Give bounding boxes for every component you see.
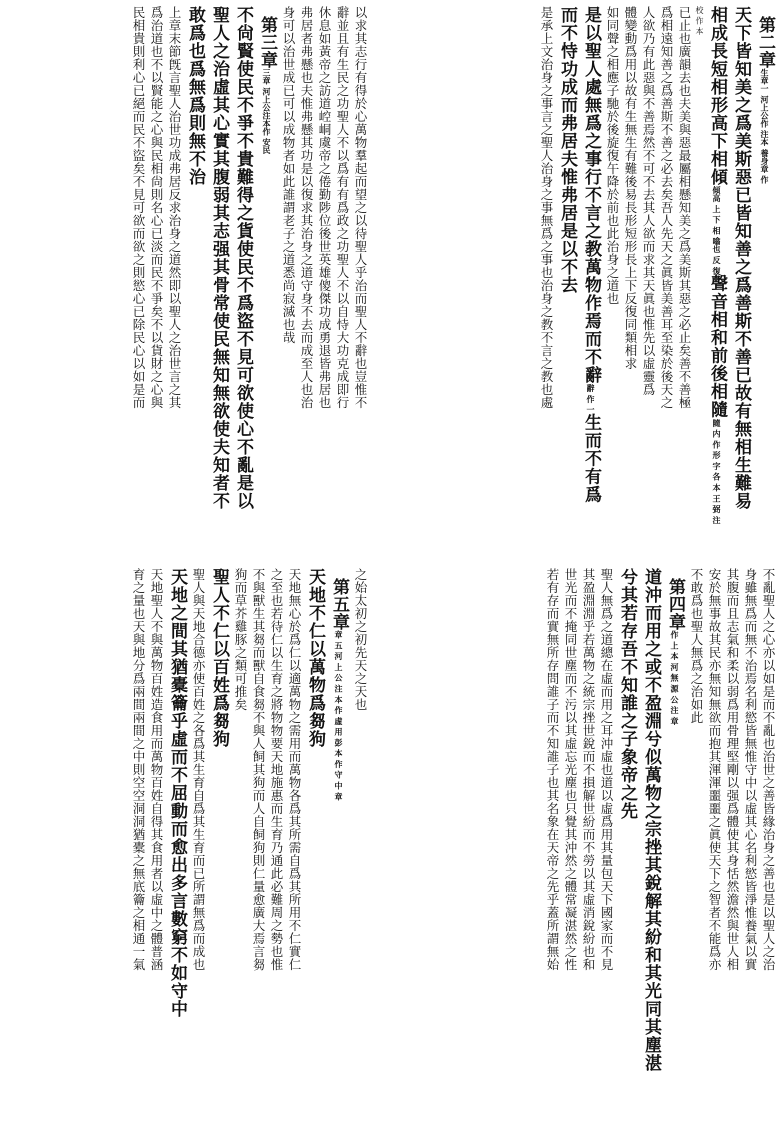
column-text-continued: 聲音相和前後相隨 [707, 274, 727, 419]
commentary-column [538, 6, 554, 562]
column-text: 天地不仁以萬物爲芻狗 [305, 568, 325, 748]
commentary-column [298, 6, 314, 562]
column-text: 育之量也天與地分爲兩間兩間之中則空空洞洞猶橐之無底籥之相通一氣 [131, 568, 146, 971]
commentary-column [658, 6, 674, 562]
chapter-heading [664, 568, 686, 1128]
commentary-column [688, 568, 704, 1118]
text-panel-bottom-left [22, 568, 368, 1118]
column-text: 而不恃功成而弗居夫惟弗居是以不去 [557, 6, 577, 294]
column-text: 人欲乃有此惡與不善焉然不可不去其人欲而求其天眞也惟先以虛靈爲 [641, 6, 656, 396]
commentary-column [352, 6, 368, 562]
annotation-note: 隨 内 作 形 字 各 本 王 弼 注 [712, 418, 722, 524]
column-text: 之至也若待仁以生育之將物物要天地施惠而生育乃通此必難周之勢也惟 [269, 568, 284, 971]
commentary-column [580, 568, 596, 1118]
scripture-column [208, 6, 230, 562]
commentary-column [706, 568, 722, 1118]
chapter-heading [754, 6, 776, 572]
commentary-column [148, 568, 164, 1118]
text-panel-bottom-right [420, 568, 776, 1118]
chapter-heading [256, 6, 278, 572]
column-text: 如同聲之相應子馳於後旋復午降於前也此治身之道也 [605, 6, 620, 305]
column-text: 若有存而實無所存問誰子而不知誰子也其名象在天帝之先乎蓋所謂無始 [545, 568, 560, 971]
column-text: 道沖而用之或不盈淵兮似萬物之宗挫其銳解其紛和其光同其塵湛 [641, 568, 661, 1072]
commentary-column [148, 6, 164, 562]
column-text: 之始太初之初先天之天也 [353, 568, 368, 711]
column-text: 校 作 本 [695, 6, 704, 36]
column-text: 安於無事故其民亦無知無欲而抱其渾渾噩噩之眞使天下之智者不能爲亦 [707, 568, 722, 971]
column-text: 是承上文治身之事言之聖人治身之事無爲之事也治身之教不言之教也處 [539, 6, 554, 409]
column-text: 不亂聖人之心亦以如是而不亂也治世之善皆緣治身之善也是以聖人之治 [761, 568, 776, 971]
chapter-heading [328, 568, 350, 1128]
scripture-column [184, 6, 206, 562]
column-text: 不尙賢使民不爭不貴難得之貨使民不爲盜不見可欲使心不亂是以 [233, 6, 253, 510]
commentary-column [250, 568, 266, 1118]
commentary-column [268, 568, 284, 1118]
column-text: 弗居者弗懸也夫惟弗懸其功是以復求其治身之道守身不去而成至人也治 [299, 6, 314, 409]
commentary-column [316, 6, 332, 562]
column-text: 天地無心於爲仁以適萬物之需用而萬物各爲其所需自爲其所用不仁實仁 [287, 568, 302, 971]
column-text: 身雖無爲而無不治焉名利慾皆無惟守中以虛其心名利慾皆淨惟養氣以實 [743, 568, 758, 971]
commentary-column [640, 6, 656, 562]
scripture-column [166, 568, 188, 1118]
commentary-column [166, 6, 182, 562]
column-text: 聖人不仁以百姓爲芻狗 [209, 568, 229, 748]
column-text: 聖人無爲之道總在虛而用之耳沖虛也道以虛爲用其量包天下國家而不見 [599, 568, 614, 971]
annotation-note: 辭 作 一 [586, 384, 596, 414]
commentary-column [562, 568, 578, 1118]
column-text: 爲治道也不以賢能之心與民相尙則名心已淡而民不爭矣不以貨財之心與 [149, 6, 164, 409]
commentary-column [724, 568, 740, 1118]
annotation-note: 生章一 河上公作 注本 養身章 作 [760, 68, 770, 184]
scripture-column [580, 6, 602, 562]
column-text: 辭並且有生民之功聖人不以爲有有爲政之功聖人不以自恃大功克成即行 [335, 6, 350, 409]
column-text: 不與獸生其芻而獸自食芻不與人飼其狗而人自飼狗則仁量愈廣大焉言芻 [251, 568, 266, 971]
annotation-note: 作 上 本 河 無 源 公 注 章 [670, 630, 680, 725]
column-text: 以求其志行有得於心萬物羣起而望之以待聖人乎治而聖人不辭也豈惟不 [353, 6, 368, 409]
column-text: 是以聖人處無爲之事行不言之教萬物作焉而不辭 [581, 6, 601, 384]
scripture-column [640, 568, 662, 1118]
commentary-column [280, 6, 296, 562]
column-text: 聖人之治虛其心實其腹弱其志强其骨常使民無知無欲使夫知者不 [209, 6, 229, 510]
scripture-column [616, 568, 638, 1118]
column-text: 敢爲也爲無爲則無不治 [185, 6, 205, 186]
commentary-column [544, 568, 560, 1118]
column-text: 其腹而且志氣和柔以弱爲用骨理堅剛以强爲體使其身恬然澹然與世人相 [725, 568, 740, 971]
column-text: 不敢爲也聖人無爲之治如此 [689, 568, 704, 724]
column-text: 民相貴則利心已絕而民不盜矣不見可欲而欲之則慾心已除民心以如是而 [131, 6, 146, 409]
annotation-note: 章 五 河 上 公 注 本 作 虛 用 彭 本 作 守 中 章 [334, 630, 344, 801]
column-text-continued: 生而不有爲 [581, 413, 601, 504]
commentary-column [622, 6, 638, 562]
column-text: 兮其若存吾不知誰之子象帝之先 [617, 568, 637, 820]
column-text: 身可以治世成已可以成物者如此誰謂老子之道悉尚寂滅也哉 [281, 6, 296, 344]
column-text: 天地聖人不與萬物百姓造食用而萬物百姓自得其食用者以虛中之體普涵 [149, 568, 164, 971]
commentary-column [352, 568, 368, 1118]
text-panel-top-right [420, 6, 776, 562]
column-text: 天下皆知美之爲美斯惡已皆知善之爲善斯不善已故有無相生難易 [731, 6, 751, 510]
scripture-column [232, 6, 254, 562]
column-text: 第四章 [665, 578, 685, 631]
column-text: 第五章 [329, 578, 349, 631]
annotation-note: 三章 河上公注本作 安民 [262, 68, 272, 155]
commentary-column [598, 568, 614, 1118]
column-text: 第二章 [755, 16, 775, 69]
column-text: 體變動爲用以故有生無生有難後易長形短形長上下反復同類相求 [623, 6, 638, 370]
column-text: 第三章 [257, 16, 277, 69]
column-text: 天地之間其猶橐籥乎虛而不屈動而愈出多言數窮不如守中 [167, 568, 187, 1018]
annotation-note: 傾高 上 下 相 噏也 反 復 [712, 186, 722, 275]
commentary-column [334, 6, 350, 562]
commentary-column [694, 6, 704, 562]
column-text: 聖人與天地合德亦使百姓之各爲其生育自爲其生育而已所謂無爲而成也 [191, 568, 206, 971]
commentary-column [286, 568, 302, 1118]
column-text: 上章末節旣言聖人治世功成弗居反求治身之道然即以聖人之治世言之其 [167, 6, 182, 409]
scripture-column [208, 568, 230, 1118]
scripture-column [730, 6, 752, 562]
commentary-column [760, 568, 776, 1118]
column-text: 爲相遠知善之爲善斯不善之必去矣吾人先天之眞皆美善耳至染於後天之 [659, 6, 674, 409]
column-text: 休息如黃帝之訪道崆峒虞帝之倦勤陟位後世英雄傻傑功成勇退皆弗居也 [317, 6, 332, 409]
text-panel-top-left [22, 6, 368, 562]
commentary-column [604, 6, 620, 562]
scripture-column [706, 6, 728, 562]
commentary-column [190, 568, 206, 1118]
commentary-column [130, 568, 146, 1118]
commentary-column [676, 6, 692, 562]
scripture-column [556, 6, 578, 562]
column-text: 狗而草芥雞豚之類可推矣 [233, 568, 248, 711]
commentary-column [742, 568, 758, 1118]
column-text: 已止也廣韻去也夫美與惡最屬相懸知美之爲美斯其惡之必止矣善不善極 [677, 6, 692, 409]
commentary-column [130, 6, 146, 562]
column-text: 世光而不掩同世塵而不污以其虛忘光塵也只覺其沖然之體常凝湛然之性 [563, 568, 578, 971]
scripture-column [304, 568, 326, 1118]
commentary-column [232, 568, 248, 1118]
column-text: 其盈淵淵乎若萬物之統宗挫世銳而不損解世紛而不勞以其虛消銳紛也和 [581, 568, 596, 971]
column-text: 相成長短相形高下相傾 [707, 6, 727, 186]
